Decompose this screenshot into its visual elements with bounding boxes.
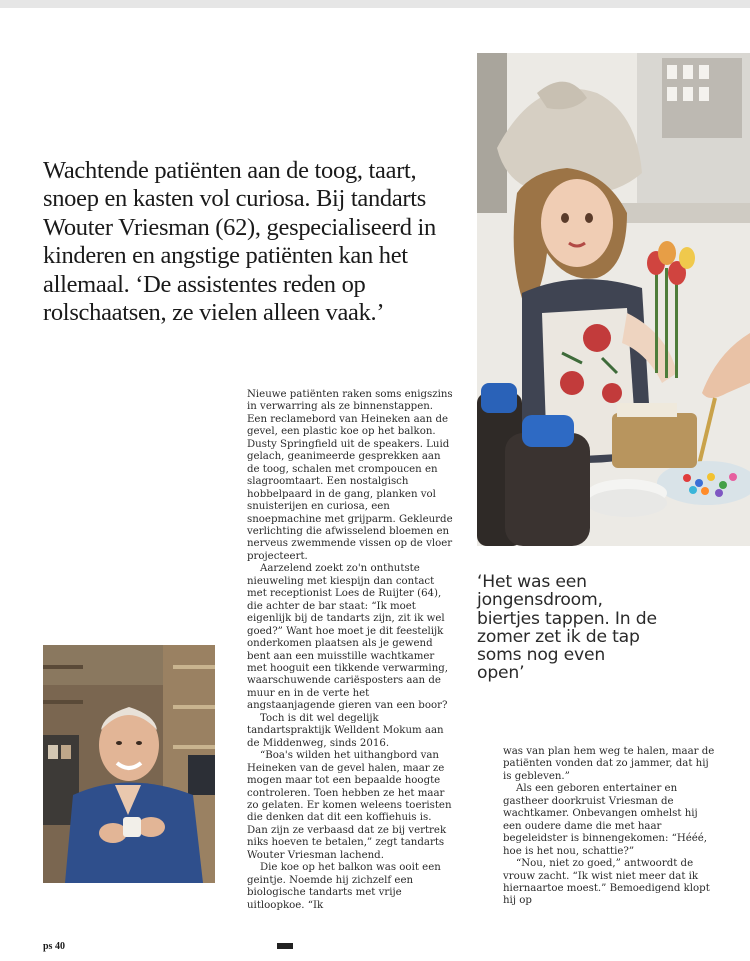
paragraph: Aarzelend zoekt zo'n onthutste nieuweling met kiespijn dan contact met receptionist Loes de Ruijter (64), die achter de bar staat: “Ik moet eigenlijk bij de tandarts zijn, zit ik wel goed?” Want hoe moet je dit feestelijk onderkomen plaatsen als je gewend bent aan een muisstille wachtkamer met hooguit een tikkende verwarming, waarschuwende cariësposters aan de muur en in de verte het angstaanjagende gieren van een boor? xyxy=(247,563,449,712)
paragraph: was van plan hem weg te halen, maar de patiënten vonden dat zo jammer, dat hij is gebleven.” xyxy=(503,746,715,782)
paragraph: Toch is dit wel degelijk tandartspraktijk Welldent Mokum aan de Middenweg, sinds 2016. xyxy=(247,712,444,749)
article-lede: Wachtende patiënten aan de toog, taart, snoep en kasten vol curiosa. Bij tandarts Wouter Vriesman (62), gespecialiseerd in kinderen en angstige patiënten kan het allemaal. ‘De assistentes reden op rolschaatsen, ze vielen alleen vaak.’ xyxy=(43,157,436,327)
portrait-photo xyxy=(43,645,215,883)
dutch-girl-figurine-photo xyxy=(477,53,750,546)
paragraph: Nieuwe patiënten raken soms enigszins in verwarring als ze binnenstappen. Een reclamebord van Heineken aan de gevel, een plastic koe op het balkon. Dusty Springfield uit de speakers. Luid gelach, geanimeerde gesprekken aan de toog, schalen met crompoucen en slagroomtaart. Een nostalgisch hobbelpaard in de gang, planken vol snuisterijen en curiosa, een snoepmachine met grijparm. Gekleurde verlichting die afwisselend bloemen en nerveus zwemmende vissen op de vloer projecteert. xyxy=(247,389,453,562)
paragraph: “Nou, niet zo goed,” antwoordt de vrouw zacht. “Ik wist niet meer dat ik hiernaartoe moest.” Bemoedigend klopt hij op xyxy=(503,858,710,907)
page-number: ps 40 xyxy=(43,941,65,952)
pull-quote: ‘Het was een jongensdroom, biertjes tappen. In de zomer zet ik de tap soms nog even open’ xyxy=(477,572,657,684)
paragraph: Die koe op het balkon was ooit een geintje. Noemde hij zichzelf een biologische tandarts met vrije uitloopkoe. “Ik xyxy=(247,862,441,911)
top-strip xyxy=(0,0,750,8)
hero-photo xyxy=(477,53,750,546)
paragraph: Als een geboren entertainer en gastheer doorkruist Vriesman de wachtkamer. Onbevangen omhelst hij een oudere dame die met haar begeleidster is binnengekomen: “Hééé, hoe is het nou, schattie?” xyxy=(503,783,708,857)
body-column-1 xyxy=(247,389,454,912)
dentist-portrait-photo xyxy=(43,645,215,883)
end-mark xyxy=(277,943,293,949)
body-column-2 xyxy=(503,746,715,908)
paragraph: “Boa's wilden het uithangbord van Heineken van de gevel halen, maar ze mogen maar tot een bepaalde hoogte controleren. Toen hebben ze het maar zo gelaten. Er komen weleens toeristen die denken dat dit een koffiehuis is. Dan zijn ze verbaasd dat ze bij vertrek niks hoeven te betalen,” zegt tandarts Wouter Vriesman lachend. xyxy=(247,750,452,861)
